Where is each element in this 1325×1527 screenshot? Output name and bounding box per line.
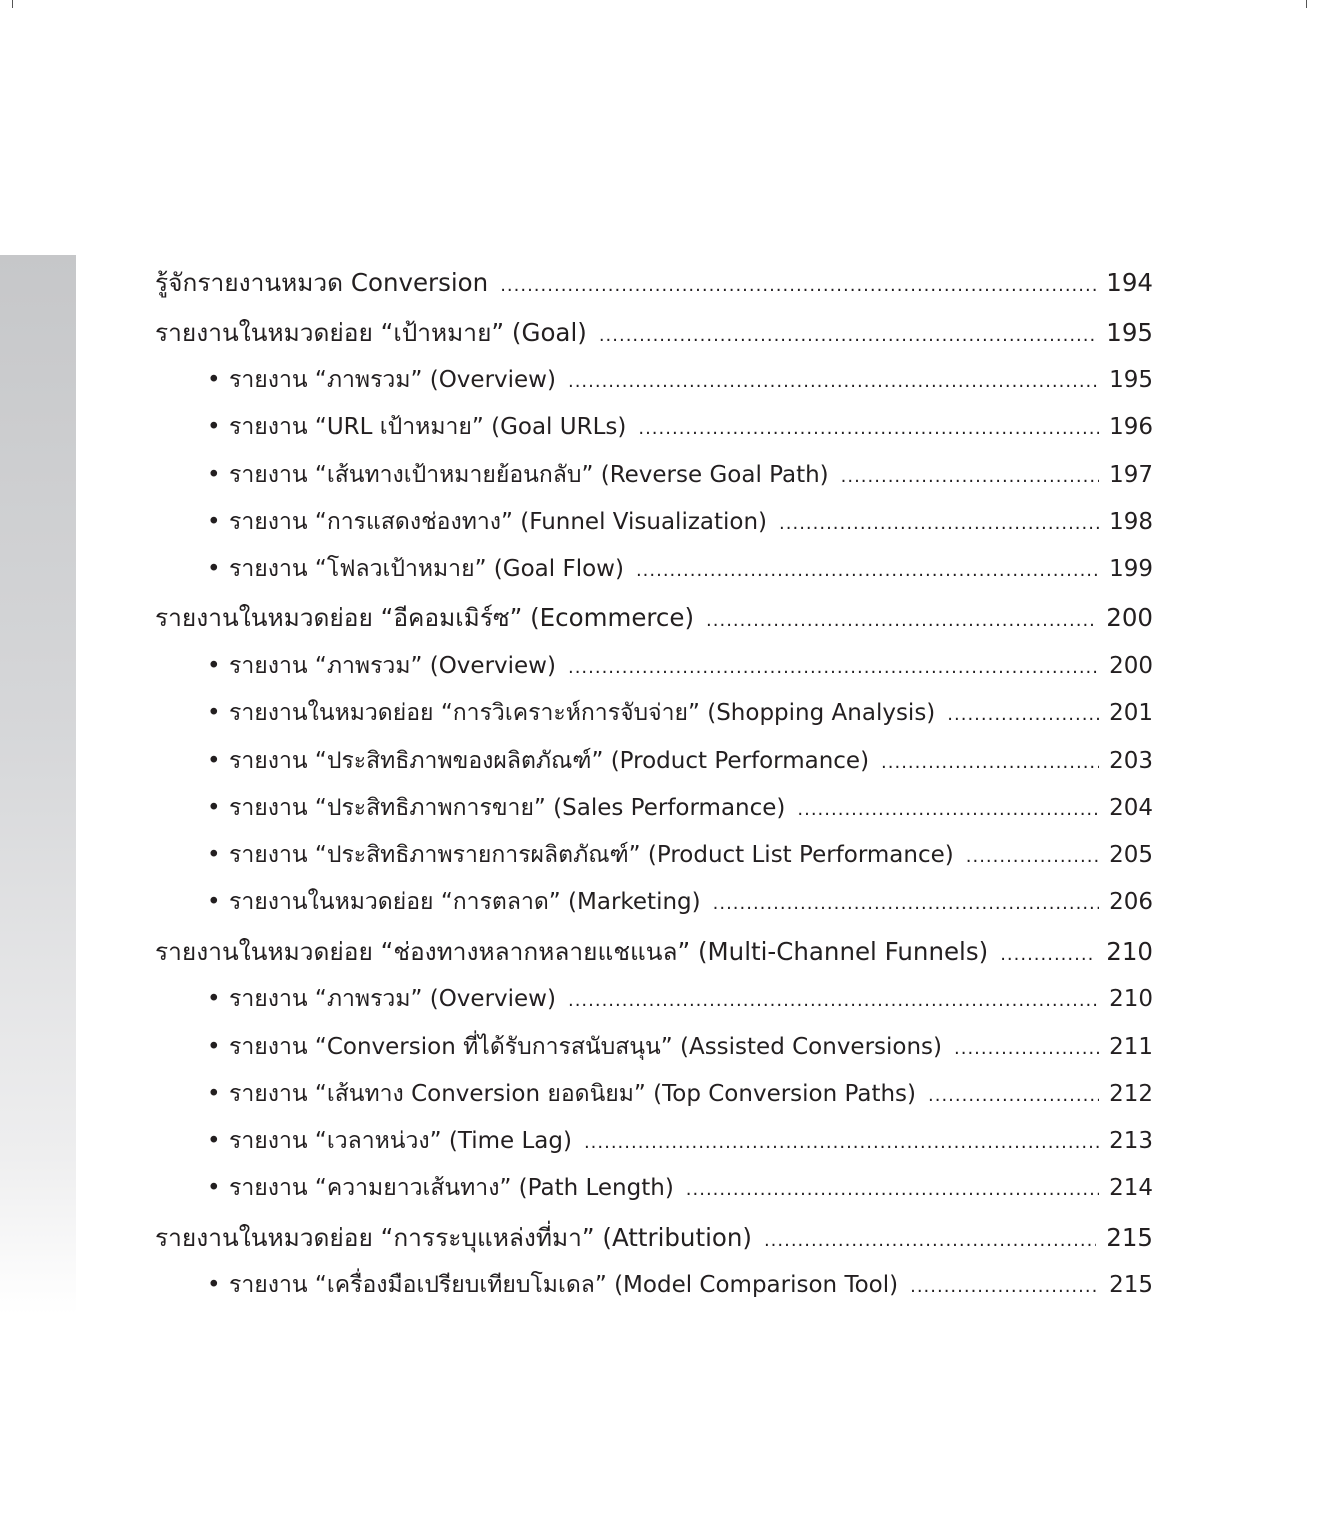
toc-page-number: 215	[1109, 1272, 1153, 1299]
toc-subentry[interactable]	[155, 738, 1153, 785]
bullet-icon: •	[207, 508, 221, 535]
toc-section-entry[interactable]	[155, 1213, 1153, 1263]
bullet-icon: •	[207, 1033, 221, 1060]
table-of-contents	[155, 258, 1153, 1310]
toc-section-entry[interactable]	[155, 927, 1153, 977]
toc-page-number: 196	[1109, 414, 1153, 441]
dot-leader	[1000, 930, 1096, 980]
toc-subentry[interactable]	[155, 357, 1153, 404]
toc-entry-title: รายงาน “เครื่องมือเปรียบเทียบโมเดล” (Model Comparison Tool)	[229, 1272, 899, 1299]
dot-leader	[947, 691, 1099, 738]
toc-entry-title: รายงาน “ความยาวเส้นทาง” (Path Length)	[229, 1175, 674, 1202]
toc-subentry[interactable]	[155, 976, 1153, 1023]
dot-leader	[779, 500, 1099, 547]
toc-entry-title: รายงาน “ประสิทธิภาพการขาย” (Sales Performance)	[229, 794, 786, 821]
toc-entry-title: รายงาน “Conversion ที่ได้รับการสนับสนุน” (Assisted Conversions)	[229, 1033, 943, 1060]
dot-leader	[706, 596, 1096, 646]
toc-entry-title: รายงาน “โฟลวเป้าหมาย” (Goal Flow)	[229, 556, 624, 583]
dot-leader	[954, 1025, 1099, 1072]
toc-page-number: 206	[1109, 889, 1153, 916]
toc-page-number: 197	[1109, 461, 1153, 488]
bullet-icon: •	[207, 367, 221, 393]
toc-subentry[interactable]	[155, 1024, 1153, 1071]
toc-page-number: 215	[1106, 1222, 1153, 1252]
toc-entry-title: รายงานในหมวดย่อย “การวิเคราะห์การจับจ่าย” (Shopping Analysis)	[229, 700, 936, 727]
toc-page-number: 205	[1109, 842, 1153, 869]
toc-entry-title: รายงานในหมวดย่อย “การตลาด” (Marketing)	[229, 889, 701, 916]
bullet-icon: •	[207, 1080, 221, 1107]
toc-subentry[interactable]	[155, 643, 1153, 690]
toc-page-number: 199	[1109, 556, 1153, 583]
toc-subentry[interactable]	[155, 879, 1153, 926]
toc-subentry[interactable]	[155, 546, 1153, 593]
bullet-icon: •	[207, 556, 221, 583]
toc-subentry[interactable]	[155, 1165, 1153, 1212]
dot-leader	[881, 739, 1099, 786]
bullet-icon: •	[207, 652, 221, 679]
toc-page-number: 195	[1109, 367, 1153, 393]
bullet-icon: •	[207, 1128, 221, 1155]
dot-leader	[928, 1072, 1099, 1119]
toc-subentry[interactable]	[155, 499, 1153, 546]
toc-entry-title: รายงาน “ประสิทธิภาพของผลิตภัณฑ์” (Product Performance)	[229, 747, 870, 774]
toc-page-number: 210	[1106, 936, 1153, 966]
bullet-icon: •	[207, 842, 221, 869]
dot-leader	[584, 1119, 1099, 1166]
bullet-icon: •	[207, 700, 221, 727]
toc-page-number: 210	[1109, 986, 1153, 1013]
toc-page-number: 200	[1109, 652, 1153, 679]
toc-entry-title: รายงาน “ภาพรวม” (Overview)	[229, 652, 556, 679]
toc-subentry[interactable]	[155, 1118, 1153, 1165]
crop-mark-right	[1306, 0, 1307, 8]
toc-section-entry[interactable]	[155, 593, 1153, 643]
dot-leader	[568, 644, 1099, 691]
dot-leader	[713, 880, 1099, 927]
toc-page-number: 214	[1109, 1175, 1153, 1202]
dot-leader	[636, 547, 1099, 594]
dot-leader	[568, 977, 1099, 1024]
bullet-icon: •	[207, 986, 221, 1013]
bullet-icon: •	[207, 414, 221, 441]
toc-page-number: 212	[1109, 1080, 1153, 1107]
toc-subentry[interactable]	[155, 690, 1153, 737]
toc-subentry[interactable]	[155, 1262, 1153, 1309]
bullet-icon: •	[207, 747, 221, 774]
toc-entry-title: รายงาน “การแสดงช่องทาง” (Funnel Visualization)	[229, 508, 768, 535]
toc-page-number: 203	[1109, 747, 1153, 774]
bullet-icon: •	[207, 794, 221, 821]
toc-entry-title: รายงานในหมวดย่อย “เป้าหมาย” (Goal)	[155, 317, 587, 347]
toc-entry-title: รายงาน “ภาพรวม” (Overview)	[229, 367, 556, 393]
dot-leader	[910, 1263, 1099, 1310]
toc-entry-title: รายงาน “เส้นทาง Conversion ยอดนิยม” (Top Conversion Paths)	[229, 1080, 916, 1107]
dot-leader	[841, 453, 1099, 500]
dot-leader	[797, 786, 1099, 833]
toc-entry-title: รายงานในหมวดย่อย “การระบุแหล่งที่มา” (Attribution)	[155, 1222, 752, 1252]
toc-entry-title: รายงาน “URL เป้าหมาย” (Goal URLs)	[229, 414, 627, 441]
toc-subentry[interactable]	[155, 404, 1153, 451]
bullet-icon: •	[207, 461, 221, 488]
toc-entry-title: รายงาน “ภาพรวม” (Overview)	[229, 986, 556, 1013]
toc-section-entry[interactable]	[155, 258, 1153, 308]
toc-entry-title: รายงานในหมวดย่อย “อีคอมเมิร์ซ” (Ecommerce)	[155, 603, 695, 633]
dot-leader	[638, 405, 1099, 452]
toc-page-number: 198	[1109, 508, 1153, 535]
dot-leader	[500, 261, 1096, 311]
dot-leader	[599, 311, 1096, 361]
toc-entry-title: รู้จักรายงานหมวด Conversion	[155, 268, 489, 297]
toc-subentry[interactable]	[155, 1071, 1153, 1118]
side-margin-band	[0, 255, 76, 1315]
toc-subentry[interactable]	[155, 832, 1153, 879]
dot-leader	[764, 1216, 1096, 1266]
toc-page-number: 195	[1106, 317, 1153, 347]
toc-page-number: 211	[1109, 1033, 1153, 1060]
bullet-icon: •	[207, 1175, 221, 1202]
dot-leader	[568, 358, 1099, 405]
bullet-icon: •	[207, 889, 221, 916]
toc-page-number: 200	[1106, 603, 1153, 633]
toc-subentry[interactable]	[155, 785, 1153, 832]
crop-mark-left	[12, 0, 13, 8]
toc-page-number: 204	[1109, 794, 1153, 821]
toc-entry-title: รายงาน “ประสิทธิภาพรายการผลิตภัณฑ์” (Product List Performance)	[229, 842, 954, 869]
dot-leader	[686, 1166, 1099, 1213]
toc-subentry[interactable]	[155, 452, 1153, 499]
toc-entry-title: รายงาน “เวลาหน่วง” (Time Lag)	[229, 1128, 572, 1155]
toc-section-entry[interactable]	[155, 308, 1153, 358]
toc-page-number: 194	[1106, 268, 1153, 297]
dot-leader	[966, 833, 1099, 880]
toc-page-number: 201	[1109, 700, 1153, 727]
toc-page-number: 213	[1109, 1128, 1153, 1155]
toc-entry-title: รายงาน “เส้นทางเป้าหมายย้อนกลับ” (Reverse Goal Path)	[229, 461, 829, 488]
bullet-icon: •	[207, 1272, 221, 1299]
toc-entry-title: รายงานในหมวดย่อย “ช่องทางหลากหลายแชแนล” (Multi-Channel Funnels)	[155, 936, 989, 966]
